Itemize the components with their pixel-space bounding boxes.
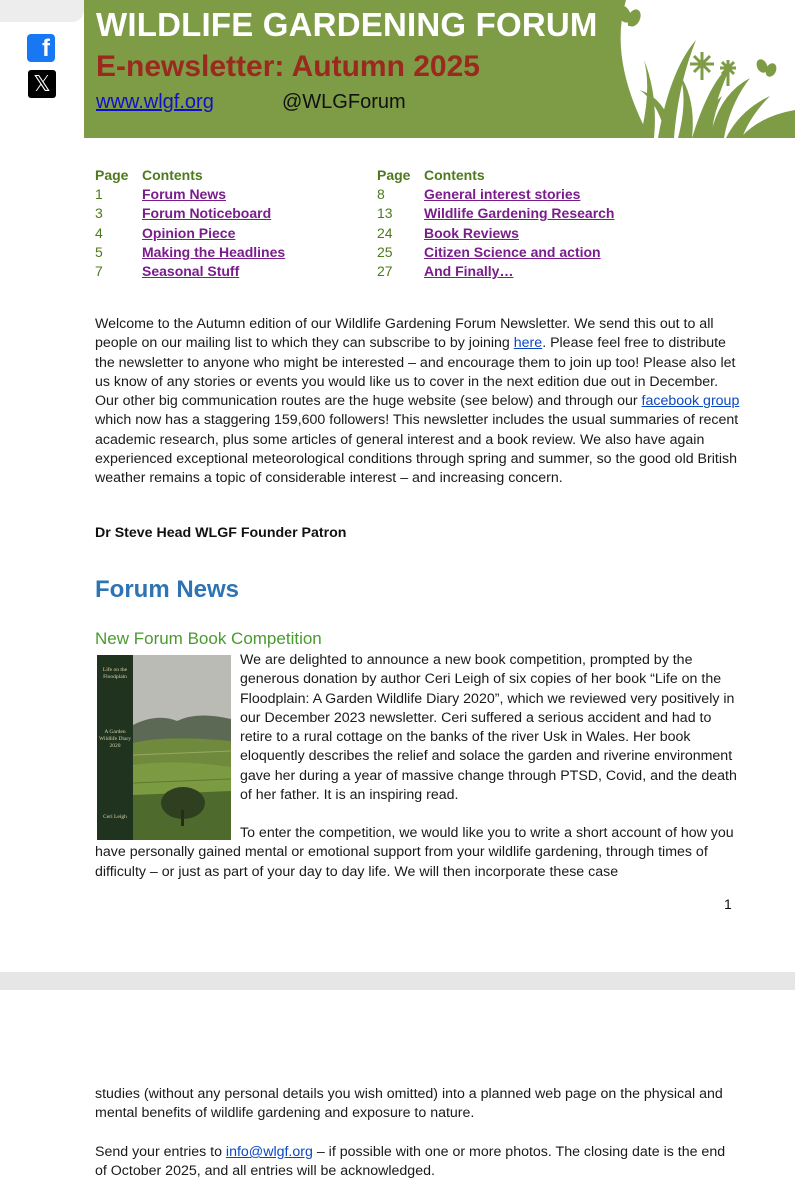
book-cover-author: Ceri Leigh <box>103 814 127 820</box>
twitter-handle: @WLGForum <box>282 91 406 113</box>
contents-link-forum-noticeboard[interactable]: Forum Noticeboard <box>142 205 272 222</box>
facebook-icon[interactable]: f <box>27 34 55 62</box>
grass-butterfly-icon <box>600 0 795 138</box>
entries-paragraph: Send your entries to info@wlgf.org – if possible with one or more photos. The closing date is the end of October 2025, and all entries will be acknowledged. <box>95 1144 726 1180</box>
join-here-link[interactable]: here <box>513 335 543 352</box>
contents-link-general-interest[interactable]: General interest stories <box>424 186 581 203</box>
newsletter-page-2 <box>0 990 795 1200</box>
signature: Dr Steve Head WLGF Founder Patron <box>95 525 347 541</box>
social-strip <box>0 0 84 138</box>
competition-paragraph-1: We are delighted to announce a new book competition, prompted by the generous donation by author Ceri Leigh of six copies of her book “Life on the Floodplain: A Garden Wildlife Diary 2020”, which we reviewed very positively in our December 2023 newsletter. Ceri suffered a serious accident and had to retire to a rural cottage on the banks of the river Usk in Wales. Her book eloquently describes the relief and solace the garden and riverine environment gave her during a year of massive change through PTSD, Covid, and the death of her father. It is an inspiring read. <box>240 652 737 804</box>
contents-row: 25 Citizen Science and action <box>377 243 614 262</box>
contents-row: 1 Forum News <box>95 185 285 204</box>
newsletter-edition: E-newsletter: Autumn 2025 <box>96 50 480 83</box>
section-heading-forum-news: Forum News <box>95 576 240 603</box>
intro-paragraph: Welcome to the Autumn edition of our Wildlife Gardening Forum Newsletter. We send this out to all people on our mailing list to which they can subscribe to by joining here. Please feel free to distribute the newsletter to anyone who might be interested – and encourage them to join up too! Please also let us know of any stories or events you would like us to cover in the next edition due out in December. Our other big communication routes are the huge website (see below) and through our facebook group which now has a staggering 159,600 followers! This newsletter includes the usual summaries of recent academic research, plus some articles of general interest and a book review. We also have again experienced exceptional meteorological conditions through spring and summer, so the good old British weather remains a topic of considerable interest – and increasing concern. <box>95 316 740 487</box>
contents-row: 13 Wildlife Gardening Research <box>377 204 614 223</box>
page-number: 1 <box>724 896 732 912</box>
contents-row: 24 Book Reviews <box>377 224 614 243</box>
competition-paragraph-3: studies (without any personal details you wish omitted) into a planned web page on the physical and mental benefits of wildlife gardening and exposure to nature. <box>95 1086 723 1122</box>
subheading-book-competition: New Forum Book Competition <box>95 629 322 648</box>
contents-row: 7 Seasonal Stuff <box>95 262 285 281</box>
website-link[interactable]: www.wlgf.org <box>96 91 214 113</box>
contents-link-seasonal-stuff[interactable]: Seasonal Stuff <box>142 263 240 280</box>
contents-left-column: Page Contents 1 Forum News 3 Forum Noticeboard 4 Opinion Piece 5 Making the Headlines 7 Seasonal Stuff <box>95 166 285 281</box>
x-twitter-icon[interactable]: 𝕏 <box>28 70 56 98</box>
header-grass-illustration <box>600 0 795 138</box>
book-cover-subtitle: A Garden Wildlife Diary 2020 <box>98 729 131 749</box>
newsletter-title: WILDLIFE GARDENING FORUM <box>96 6 598 43</box>
competition-paragraph-2: To enter the competition, we would like you to write a short account of how you have personally gained mental or emotional support from your wildlife gardening, through times of difficulty – or just as part of your day to day life. We will then incorporate these case <box>95 825 734 880</box>
email-link[interactable]: info@wlgf.org <box>225 1144 313 1160</box>
book-cover-image <box>97 655 231 840</box>
contents-row: 3 Forum Noticeboard <box>95 204 285 223</box>
header-banner <box>0 0 795 138</box>
contents-row: 27 And Finally… <box>377 262 614 281</box>
book-cover-title: Life on the Floodplain <box>102 667 128 680</box>
contents-row: 4 Opinion Piece <box>95 224 285 243</box>
contents-link-and-finally[interactable]: And Finally… <box>424 263 514 280</box>
contents-link-opinion-piece[interactable]: Opinion Piece <box>142 224 236 241</box>
contents-row: 8 General interest stories <box>377 185 614 204</box>
contents-link-research[interactable]: Wildlife Gardening Research <box>424 205 615 222</box>
contents-link-forum-news[interactable]: Forum News <box>142 186 227 203</box>
contents-link-citizen-science[interactable]: Citizen Science and action <box>424 243 601 260</box>
contents-right-column: Page Contents 8 General interest stories 13 Wildlife Gardening Research 24 Book Reviews 25 Citizen Science and action 27 And Finally… <box>377 166 614 281</box>
contents-row: 5 Making the Headlines <box>95 243 285 262</box>
facebook-group-link[interactable]: facebook group <box>641 393 740 410</box>
contents-link-making-headlines[interactable]: Making the Headlines <box>142 243 286 260</box>
contents-link-book-reviews[interactable]: Book Reviews <box>424 224 519 241</box>
